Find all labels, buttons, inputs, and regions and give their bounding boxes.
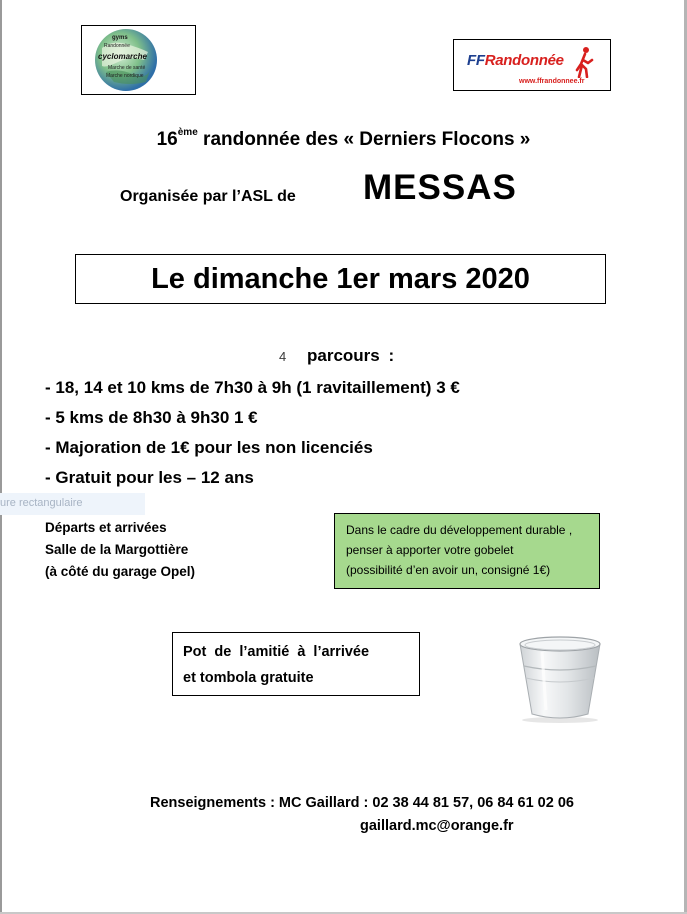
contact-info: Renseignements : MC Gaillard : 02 38 44 81 57, 06 84 61 02 06 <box>150 795 574 811</box>
route-item: - 5 kms de 8h30 à 9h30 1 € <box>45 408 258 427</box>
departure-line: Salle de la Margottière <box>45 542 189 557</box>
title-rest: randonnée des « Derniers Flocons » <box>197 129 531 150</box>
left-logo-word: Marche de santé <box>108 65 146 71</box>
routes-label: parcours : <box>307 346 395 365</box>
note-line: Dans le cadre du développement durable , <box>346 523 573 537</box>
left-logo-word: Marche nordique <box>106 73 144 79</box>
route-item: - Majoration de 1€ pour les non licenciés <box>45 438 373 457</box>
organiser-label: Organisée par l’ASL de <box>120 188 296 205</box>
ffr-ff-text: FF <box>467 52 485 69</box>
plastic-cup-icon <box>512 632 608 724</box>
pot-line: Pot de l’amitié à l’arrivée <box>183 644 370 660</box>
routes-count: 4 <box>279 349 287 364</box>
town-name: MESSAS <box>363 168 517 207</box>
ffrandonnee-url: www.ffrandonnee.fr <box>519 78 585 85</box>
cyclomarche-globe-logo-icon <box>82 26 195 94</box>
note-line: (possibilité d’en avoir un, consigné 1€) <box>346 563 551 577</box>
sustainability-note-box <box>334 513 600 589</box>
hiker-icon <box>574 46 594 78</box>
event-title <box>0 129 687 151</box>
ghost-shape-label: ure rectangulaire <box>0 497 83 509</box>
departure-line: (à côté du garage Opel) <box>45 564 196 579</box>
left-logo-word: gyms <box>112 35 128 41</box>
cyclomarche-logo-frame <box>81 25 196 95</box>
left-logo-word: cyclomarche <box>98 52 147 61</box>
left-logo-word: Randonnée <box>104 43 130 49</box>
event-date-box: Le dimanche 1er mars 2020 <box>75 254 606 304</box>
pot-line: et tombola gratuite <box>183 670 314 686</box>
departure-line: Départs et arrivées <box>45 520 167 535</box>
title-number: 16 <box>156 129 178 150</box>
contact-email[interactable]: gaillard.mc@orange.fr <box>360 818 514 834</box>
ffrandonnee-logo-name <box>467 52 564 69</box>
route-item: - Gratuit pour les – 12 ans <box>45 468 254 487</box>
route-item: - 18, 14 et 10 kms de 7h30 à 9h (1 ravitaillement) 3 € <box>45 378 460 397</box>
ffr-randonnee-text: Randonnée <box>484 52 564 69</box>
title-superscript: ème <box>177 127 198 138</box>
pot-amitie-box <box>172 632 420 696</box>
note-line: penser à apporter votre gobelet <box>346 543 514 557</box>
